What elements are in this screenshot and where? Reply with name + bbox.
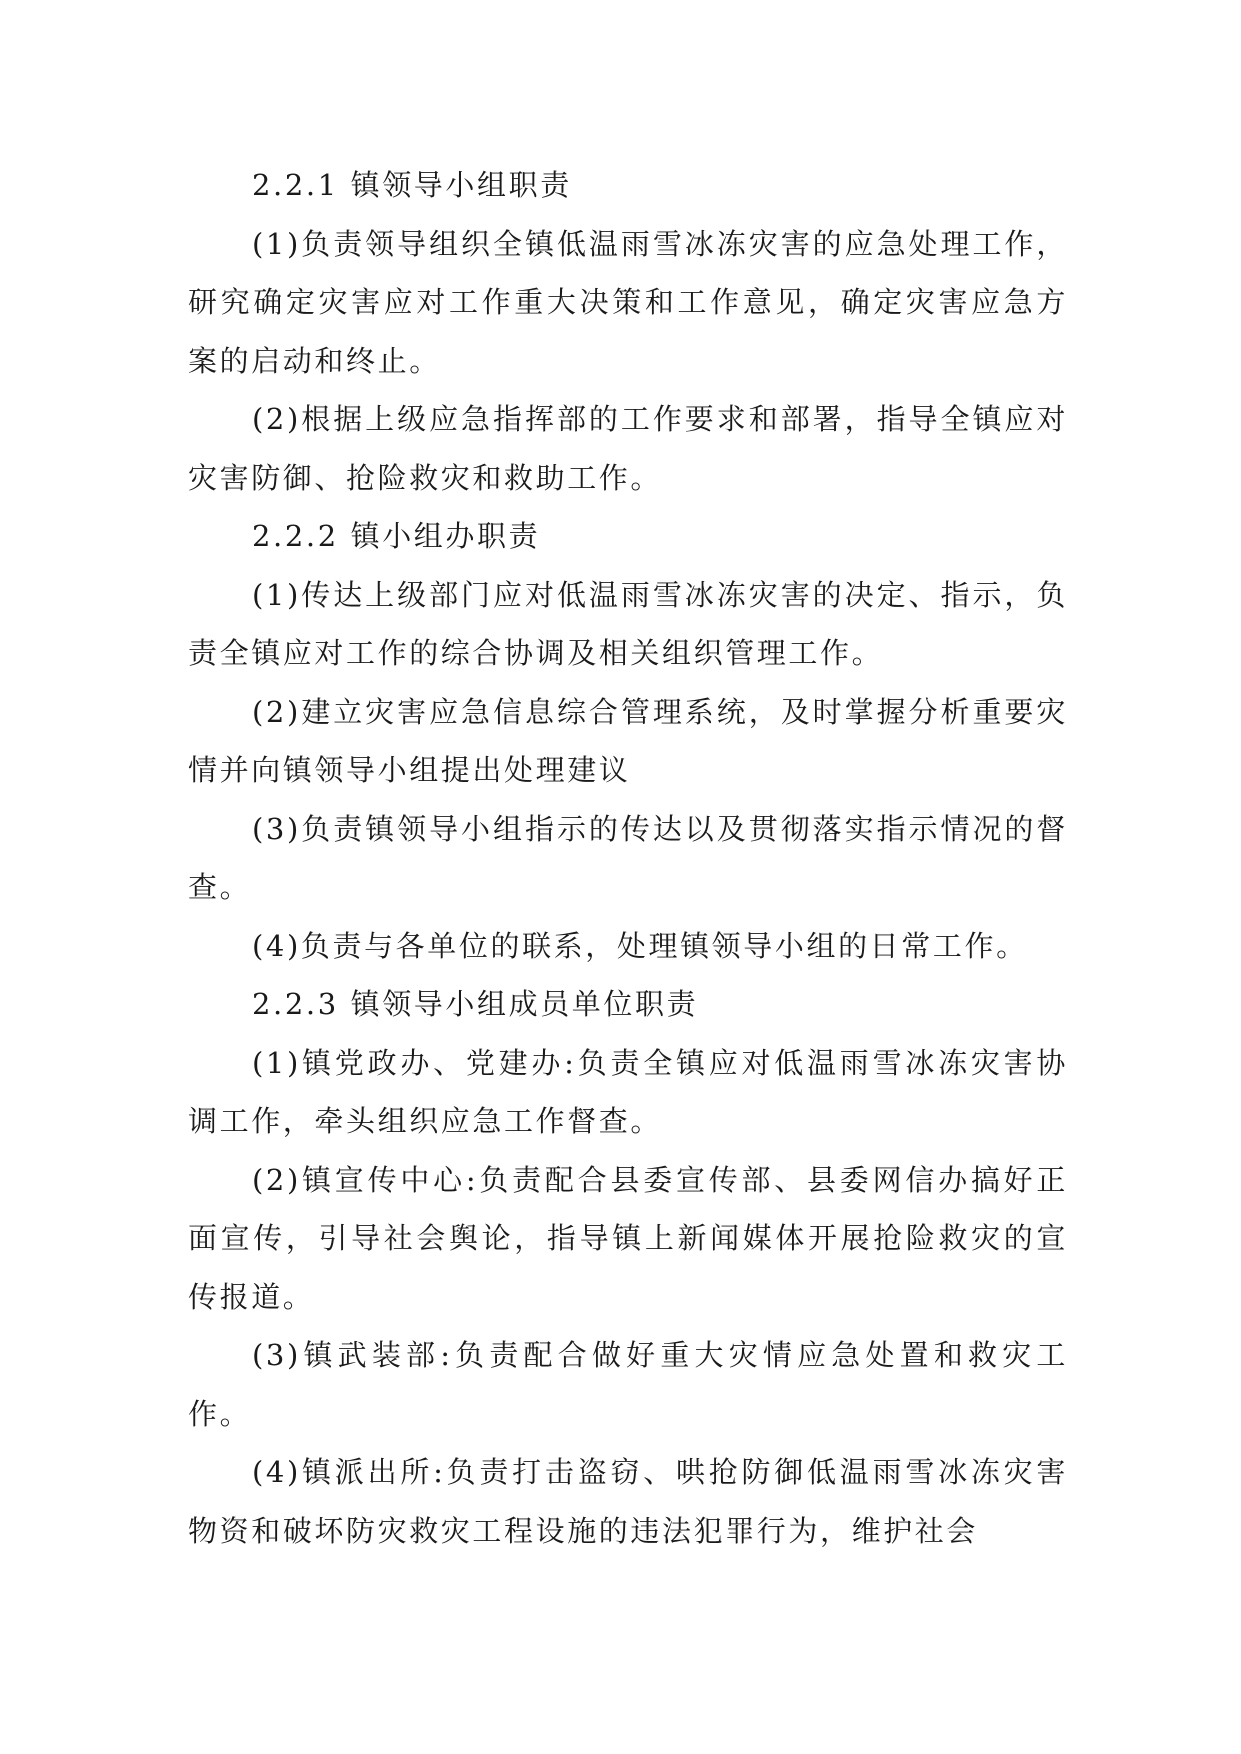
paragraph: (2)镇宣传中心:负责配合县委宣传部、县委网信办搞好正面宣传，引导社会舆论，指导镇上新闻媒体开展抢险救灾的宣传报道。 (188, 1162, 1068, 1314)
paragraph: (4)镇派出所:负责打击盗窃、哄抢防御低温雨雪冰冻灾害物资和破坏防灾救灾工程设施的违法犯罪行为，维护社会 (188, 1455, 1068, 1548)
paragraph: (2)建立灾害应急信息综合管理系统，及时掌握分析重要灾情并向镇领导小组提出处理建议 (188, 694, 1068, 787)
paragraph: (1)负责领导组织全镇低温雨雪冰冻灾害的应急处理工作，研究确定灾害应对工作重大决策和工作意见，确定灾害应急方案的启动和终止。 (188, 226, 1068, 378)
paragraph: (2)根据上级应急指挥部的工作要求和部署，指导全镇应对灾害防御、抢险救灾和救助工作。 (188, 402, 1068, 495)
paragraph: (3)负责镇领导小组指示的传达以及贯彻落实指示情况的督查。 (188, 811, 1068, 904)
paragraph: (3)镇武装部:负责配合做好重大灾情应急处置和救灾工作。 (188, 1338, 1068, 1431)
paragraph: (4)负责与各单位的联系，处理镇领导小组的日常工作。 (252, 928, 1028, 963)
section-heading-2-2-2: 2.2.2 镇小组办职责 (252, 519, 541, 553)
section-heading-2-2-1: 2.2.1 镇领导小组职责 (252, 168, 572, 202)
paragraph: (1)传达上级部门应对低温雨雪冰冻灾害的决定、指示，负责全镇应对工作的综合协调及相关组织管理工作。 (188, 577, 1068, 670)
section-heading-2-2-3: 2.2.3 镇领导小组成员单位职责 (252, 987, 699, 1021)
document-body (188, 156, 1068, 1560)
paragraph: (1)镇党政办、党建办:负责全镇应对低温雨雪冰冻灾害协调工作，牵头组织应急工作督查。 (188, 1045, 1068, 1138)
